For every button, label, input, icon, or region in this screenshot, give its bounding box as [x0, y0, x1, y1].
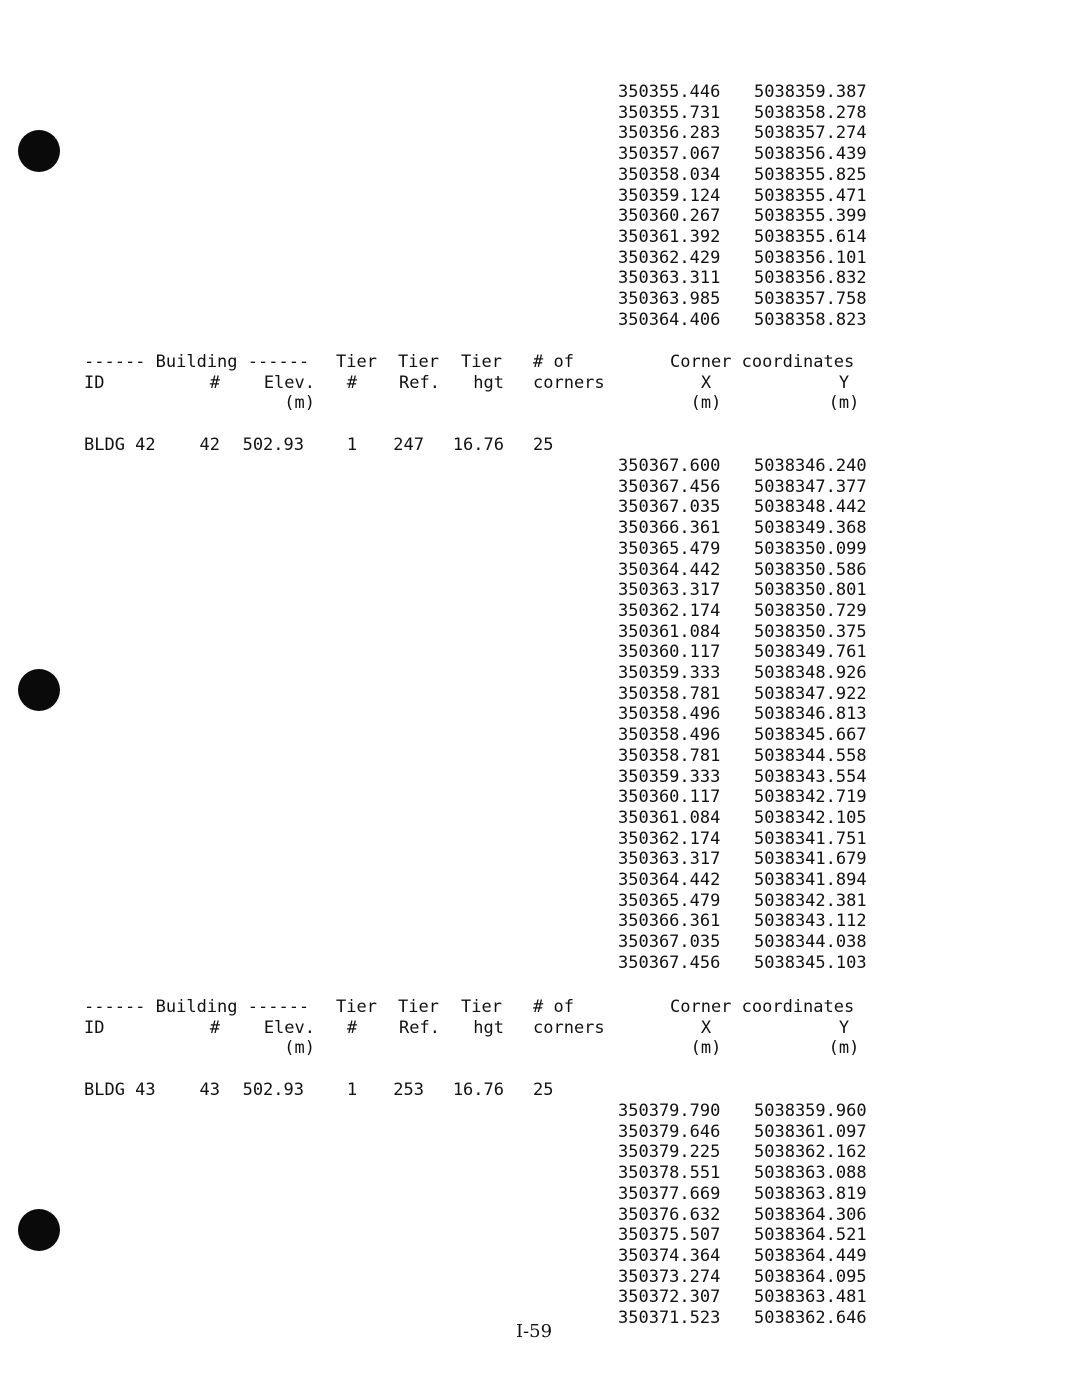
x-coordinate: 350366.361	[618, 911, 721, 932]
x-coordinate: 350355.446	[618, 82, 721, 102]
x-coordinate: 350358.496	[618, 704, 721, 725]
header-elev: Elev.	[263, 1017, 315, 1038]
tier-number: 1	[346, 435, 358, 455]
coordinate-row	[0, 953, 1068, 974]
header-tier: Tier	[336, 352, 377, 372]
x-coordinate: 350362.174	[618, 828, 721, 849]
coordinate-row	[0, 227, 1068, 248]
coordinate-row	[0, 663, 1068, 684]
header-tier: Tier	[398, 352, 439, 372]
y-coordinate: 5038347.377	[754, 476, 867, 497]
x-coordinate: 350375.507	[618, 1225, 721, 1246]
y-coordinate: 5038350.099	[754, 538, 867, 559]
header-number: #	[209, 1017, 220, 1038]
y-coordinate: 5038355.399	[754, 206, 867, 227]
x-coordinate: 350359.333	[618, 663, 721, 683]
header-tier: Tier	[461, 997, 502, 1017]
y-coordinate: 5038355.471	[754, 185, 867, 206]
coordinate-row	[0, 103, 1068, 124]
coordinate-row	[0, 456, 1068, 477]
coordinate-row	[0, 539, 1068, 560]
x-coordinate: 350359.333	[618, 766, 721, 787]
header-corners: corners	[533, 1017, 605, 1038]
y-coordinate: 5038346.813	[754, 704, 867, 725]
header-id: ID	[84, 372, 105, 393]
y-coordinate: 5038356.439	[754, 144, 867, 165]
coordinate-row	[0, 1163, 1068, 1184]
header-y: Y	[838, 1017, 850, 1038]
x-coordinate: 350358.781	[618, 683, 721, 704]
x-coordinate: 350363.317	[618, 580, 721, 601]
header-y-unit: (m)	[828, 393, 860, 414]
x-coordinate: 350367.456	[618, 476, 721, 497]
building-number: 42	[199, 435, 220, 455]
y-coordinate: 5038364.095	[754, 1266, 867, 1287]
header-tier-hgt: hgt	[473, 372, 504, 393]
y-coordinate: 5038341.894	[754, 870, 867, 890]
x-coordinate: 350355.731	[618, 102, 721, 123]
header-id: ID	[84, 1017, 105, 1038]
corner-count: 25	[533, 1080, 554, 1100]
coordinate-row	[0, 1205, 1068, 1226]
y-coordinate: 5038356.101	[754, 247, 867, 268]
coordinate-row	[0, 870, 1068, 891]
coordinate-row	[0, 746, 1068, 767]
header-x-unit: (m)	[690, 393, 722, 414]
y-coordinate: 5038355.825	[754, 164, 867, 185]
coordinate-row	[0, 1267, 1068, 1288]
header-number: #	[209, 372, 220, 393]
x-coordinate: 350363.985	[618, 289, 721, 309]
header-corner-coordinates: Corner coordinates	[670, 352, 855, 372]
y-coordinate: 5038359.960	[754, 1101, 867, 1121]
header-building-group: ------ Building ------	[84, 997, 310, 1017]
y-coordinate: 5038362.162	[754, 1142, 867, 1163]
x-coordinate: 350379.225	[618, 1142, 721, 1163]
x-coordinate: 350373.274	[618, 1266, 721, 1287]
y-coordinate: 5038345.667	[754, 725, 867, 746]
y-coordinate: 5038361.097	[754, 1121, 867, 1142]
x-coordinate: 350361.084	[618, 621, 721, 642]
coordinate-row	[0, 1287, 1068, 1308]
y-coordinate: 5038350.375	[754, 621, 867, 642]
header-x: X	[700, 372, 712, 393]
x-coordinate: 350361.392	[618, 226, 721, 247]
header-tier: Tier	[336, 997, 377, 1017]
tier-hgt: 16.76	[452, 435, 504, 455]
coordinate-row	[0, 82, 1068, 103]
coordinate-row	[0, 787, 1068, 808]
y-coordinate: 5038363.819	[754, 1183, 867, 1204]
coordinate-row	[0, 932, 1068, 953]
coordinate-row	[0, 186, 1068, 207]
coordinate-row	[0, 601, 1068, 622]
x-coordinate: 350360.267	[618, 206, 721, 227]
y-coordinate: 5038364.306	[754, 1204, 867, 1225]
coordinate-row	[0, 580, 1068, 601]
x-coordinate: 350372.307	[618, 1287, 721, 1308]
x-coordinate: 350367.456	[618, 952, 721, 973]
header-corner-coordinates: Corner coordinates	[670, 997, 855, 1017]
x-coordinate: 350365.479	[618, 538, 721, 559]
y-coordinate: 5038342.105	[754, 807, 867, 828]
y-coordinate: 5038348.442	[754, 497, 867, 518]
header-num-of: # of	[533, 997, 574, 1017]
x-coordinate: 350358.781	[618, 745, 721, 766]
x-coordinate: 350356.283	[618, 123, 721, 144]
y-coordinate: 5038355.614	[754, 226, 867, 247]
y-coordinate: 5038341.751	[754, 828, 867, 849]
header-y: Y	[838, 372, 850, 393]
y-coordinate: 5038342.381	[754, 890, 867, 911]
coordinate-row	[0, 248, 1068, 269]
header-x: X	[700, 1017, 712, 1038]
x-coordinate: 350377.669	[618, 1183, 721, 1204]
coordinate-row	[0, 477, 1068, 498]
y-coordinate: 5038358.823	[754, 309, 867, 330]
table-header-row	[0, 373, 1068, 394]
table-header-units	[0, 393, 1068, 414]
coordinate-row	[0, 725, 1068, 746]
coordinate-row	[0, 289, 1068, 310]
y-coordinate: 5038343.112	[754, 911, 867, 932]
header-corners: corners	[533, 372, 605, 393]
x-coordinate: 350379.790	[618, 1101, 721, 1121]
x-coordinate: 350366.361	[618, 518, 721, 539]
building-row	[0, 435, 1068, 456]
y-coordinate: 5038349.761	[754, 642, 867, 663]
tier-number: 1	[346, 1080, 358, 1100]
x-coordinate: 350378.551	[618, 1163, 721, 1184]
y-coordinate: 5038349.368	[754, 518, 867, 539]
coordinate-row	[0, 1246, 1068, 1267]
y-coordinate: 5038342.719	[754, 787, 867, 808]
tier-hgt: 16.76	[452, 1080, 504, 1100]
y-coordinate: 5038343.554	[754, 766, 867, 787]
header-elev: Elev.	[263, 372, 315, 393]
table-header-row	[0, 352, 1068, 373]
x-coordinate: 350364.406	[618, 309, 721, 330]
coordinate-row	[0, 1184, 1068, 1205]
x-coordinate: 350367.600	[618, 456, 721, 476]
x-coordinate: 350364.442	[618, 559, 721, 580]
tier-ref: 247	[393, 435, 424, 455]
coordinate-row	[0, 560, 1068, 581]
x-coordinate: 350379.646	[618, 1121, 721, 1142]
table-header-row	[0, 1018, 1068, 1039]
header-elev-unit: (m)	[284, 393, 315, 414]
x-coordinate: 350358.496	[618, 725, 721, 746]
coordinate-row	[0, 767, 1068, 788]
coordinate-row	[0, 622, 1068, 643]
x-coordinate: 350360.117	[618, 787, 721, 808]
x-coordinate: 350362.174	[618, 600, 721, 621]
y-coordinate: 5038345.103	[754, 952, 867, 973]
y-coordinate: 5038364.521	[754, 1225, 867, 1246]
building-elev: 502.93	[242, 435, 304, 455]
y-coordinate: 5038344.558	[754, 745, 867, 766]
header-tier: Tier	[461, 352, 502, 372]
coordinate-row	[0, 268, 1068, 289]
x-coordinate: 350365.479	[618, 890, 721, 911]
header-tier: Tier	[398, 997, 439, 1017]
header-tier-number: #	[346, 372, 358, 393]
coordinate-row	[0, 165, 1068, 186]
x-coordinate: 350363.317	[618, 849, 721, 870]
y-coordinate: 5038364.449	[754, 1245, 867, 1266]
building-row	[0, 1080, 1068, 1101]
y-coordinate: 5038346.240	[754, 456, 867, 476]
y-coordinate: 5038363.088	[754, 1163, 867, 1184]
coordinate-row	[0, 849, 1068, 870]
coordinate-row	[0, 206, 1068, 227]
header-elev-unit: (m)	[284, 1038, 315, 1059]
x-coordinate: 350358.034	[618, 164, 721, 185]
coordinate-row	[0, 808, 1068, 829]
header-num-of: # of	[533, 352, 574, 372]
x-coordinate: 350376.632	[618, 1204, 721, 1225]
page-number: I-59	[515, 1321, 553, 1342]
y-coordinate: 5038344.038	[754, 932, 867, 953]
building-number: 43	[199, 1080, 220, 1100]
header-building-group: ------ Building ------	[84, 352, 310, 372]
y-coordinate: 5038341.679	[754, 849, 867, 870]
coordinate-row	[0, 1142, 1068, 1163]
building-id: BLDG 42	[84, 435, 156, 455]
x-coordinate: 350360.117	[618, 642, 721, 663]
y-coordinate: 5038358.278	[754, 102, 867, 123]
header-tier-hgt: hgt	[473, 1017, 504, 1038]
x-coordinate: 350364.442	[618, 870, 721, 890]
coordinate-row	[0, 144, 1068, 165]
coordinate-row	[0, 1225, 1068, 1246]
x-coordinate: 350362.429	[618, 247, 721, 268]
tier-ref: 253	[393, 1080, 424, 1100]
header-x-unit: (m)	[690, 1038, 722, 1059]
y-coordinate: 5038363.481	[754, 1287, 867, 1308]
coordinate-row	[0, 704, 1068, 725]
x-coordinate: 350374.364	[618, 1245, 721, 1266]
y-coordinate: 5038356.832	[754, 268, 867, 289]
x-coordinate: 350357.067	[618, 144, 721, 165]
x-coordinate: 350361.084	[618, 807, 721, 828]
coordinate-row	[0, 684, 1068, 705]
x-coordinate: 350367.035	[618, 932, 721, 953]
coordinate-row	[0, 310, 1068, 331]
building-elev: 502.93	[242, 1080, 304, 1100]
coordinate-row	[0, 829, 1068, 850]
coordinate-row	[0, 642, 1068, 663]
header-tier-ref: Ref.	[399, 372, 440, 393]
header-tier-ref: Ref.	[399, 1017, 440, 1038]
coordinate-row	[0, 891, 1068, 912]
y-coordinate: 5038347.922	[754, 683, 867, 704]
y-coordinate: 5038350.801	[754, 580, 867, 601]
coordinate-row	[0, 1101, 1068, 1122]
table-header-units	[0, 1038, 1068, 1059]
y-coordinate: 5038350.586	[754, 559, 867, 580]
corner-count: 25	[533, 435, 554, 455]
coordinate-row	[0, 518, 1068, 539]
y-coordinate: 5038357.274	[754, 123, 867, 144]
x-coordinate: 350359.124	[618, 185, 721, 206]
coordinate-row	[0, 123, 1068, 144]
header-tier-number: #	[346, 1017, 358, 1038]
y-coordinate: 5038359.387	[754, 82, 867, 102]
coordinate-row	[0, 497, 1068, 518]
coordinate-row	[0, 911, 1068, 932]
coordinate-row	[0, 1122, 1068, 1143]
y-coordinate: 5038350.729	[754, 600, 867, 621]
building-id: BLDG 43	[84, 1080, 156, 1100]
y-coordinate: 5038348.926	[754, 663, 867, 683]
x-coordinate: 350363.311	[618, 268, 721, 289]
header-y-unit: (m)	[828, 1038, 860, 1059]
y-coordinate: 5038362.646	[754, 1308, 867, 1328]
y-coordinate: 5038357.758	[754, 289, 867, 309]
x-coordinate: 350367.035	[618, 497, 721, 518]
table-header-row	[0, 997, 1068, 1018]
x-coordinate: 350371.523	[618, 1308, 721, 1328]
